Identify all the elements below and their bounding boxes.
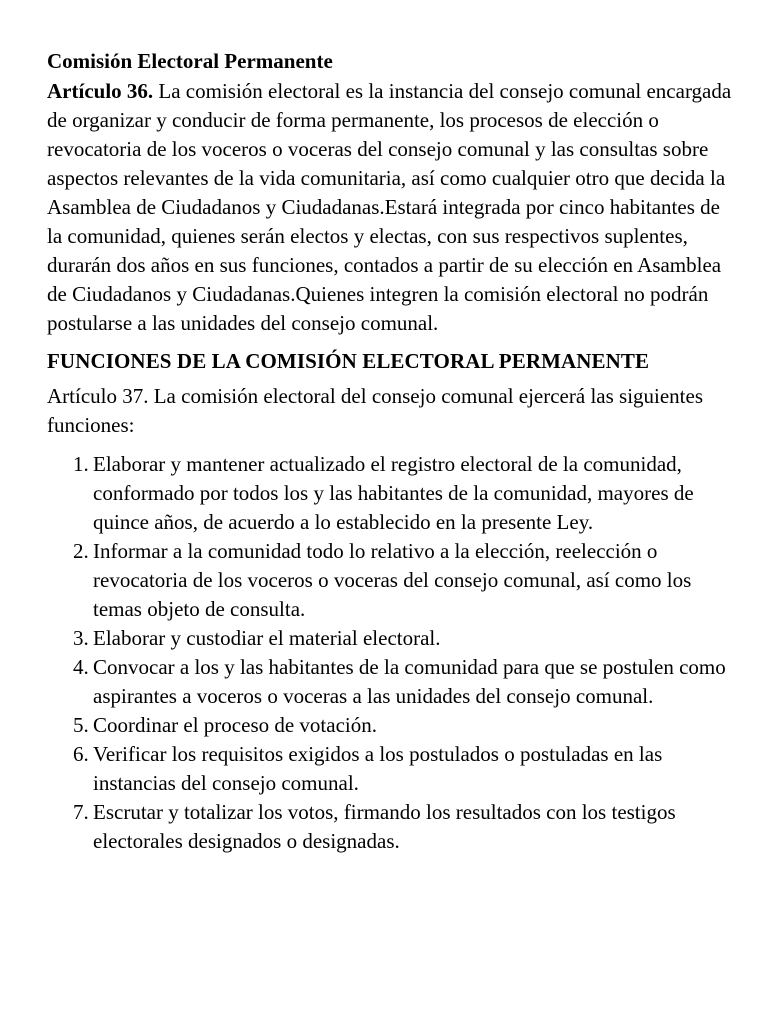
function-text: Elaborar y mantener actualizado el registro electoral de la comunidad, conformado por todos los y las habitantes de la comunidad, mayores de quince años, de acuerdo a lo establecido en la presente Ley. (93, 452, 694, 534)
function-item (73, 450, 732, 537)
function-text: Informar a la comunidad todo lo relativo a la elección, reelección o revocatoria de los voceros o voceras del consejo comunal, así como los temas objeto de consulta. (93, 539, 692, 621)
article-37-intro: Artículo 37. La comisión electoral del consejo comunal ejercerá las siguientes funciones: (47, 384, 704, 437)
function-item (73, 624, 732, 653)
article-36-paragraph (47, 77, 732, 338)
function-item (73, 653, 732, 711)
function-number: 3. (73, 626, 89, 650)
section-title: Comisión Electoral Permanente (47, 49, 333, 73)
function-text: Elaborar y custodiar el material electoral. (93, 626, 441, 650)
function-number: 4. (73, 655, 89, 679)
article-36-text: La comisión electoral es la instancia del consejo comunal encargada de organizar y conducir de forma permanente, los procesos de elección o revocatoria de los voceros o voceras del consejo comunal y las consultas sobre aspectos relevantes de la vida comunitaria, así como cualquier otro que decida la Asamblea de Ciudadanos y Ciudadanas.Estará integrada por cinco habitantes de la comunidad, quienes serán electos y electas, con sus respectivos suplentes, durarán dos años en sus funciones, contados a partir de su elección en Asamblea de Ciudadanos y Ciudadanas.Quienes integren la comisión electoral no podrán postularse a las unidades del consejo comunal. (47, 79, 732, 335)
function-item (73, 740, 732, 798)
function-number: 1. (73, 452, 89, 476)
function-number: 6. (73, 742, 89, 766)
function-text: Coordinar el proceso de votación. (93, 713, 377, 737)
function-item (73, 711, 732, 740)
functions-heading: FUNCIONES DE LA COMISIÓN ELECTORAL PERMANENTE (47, 349, 650, 373)
function-text: Escrutar y totalizar los votos, firmando los resultados con los testigos electorales designados o designadas. (93, 800, 676, 853)
function-text: Convocar a los y las habitantes de la comunidad para que se postulen como aspirantes a voceros o voceras a las unidades del consejo comunal. (93, 655, 726, 708)
functions-list (47, 450, 732, 856)
function-number: 2. (73, 539, 89, 563)
article-36-label: Artículo 36. (47, 79, 154, 103)
function-text: Verificar los requisitos exigidos a los postulados o postuladas en las instancias del consejo comunal. (93, 742, 663, 795)
function-item (73, 537, 732, 624)
function-number: 5. (73, 713, 89, 737)
function-item (73, 798, 732, 856)
function-number: 7. (73, 800, 89, 824)
